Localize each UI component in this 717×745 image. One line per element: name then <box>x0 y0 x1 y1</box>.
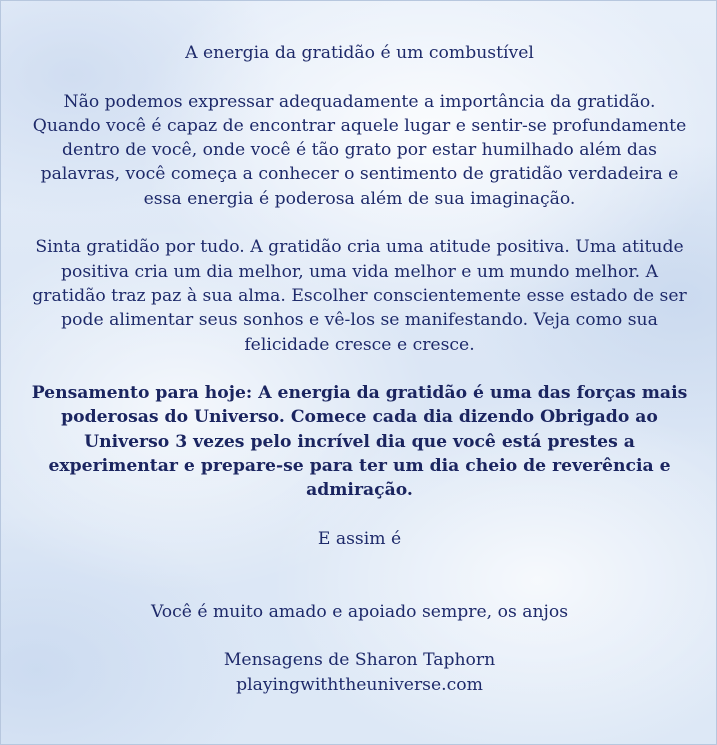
thought-for-today: Pensamento para hoje: A energia da gratidão é uma das forças mais poderosas do Universo. Comece cada dia dizendo Obrigado ao Universo 3 vezes pelo incrível dia que você está prestes a experimentar e prepare-se para ter um dia cheio de reverência e admiração. <box>31 383 688 501</box>
website-text: playingwiththeuniverse.com <box>236 674 483 695</box>
closing-line: E assim é <box>317 528 402 549</box>
signoff-line: Você é muito amado e apoiado sempre, os anjos <box>150 601 569 622</box>
message-body <box>31 41 688 697</box>
paragraph-gratitude-importance: Não podemos expressar adequadamente a importância da gratidão. Quando você é capaz de encontrar aquele lugar e sentir-se profundamente dentro de você, onde você é tão grato por estar humilhado além das palavras, você começa a conhecer o sentimento de gratidão verdadeira e essa energia é poderosa além de sua imaginação. <box>32 91 687 209</box>
paragraph-gratitude-attitude: Sinta gratidão por tudo. A gratidão cria uma atitude positiva. Uma atitude positiva cria um dia melhor, uma vida melhor e um mundo melhor. A gratidão traz paz à sua alma. Escolher conscientemente esse estado de ser pode alimentar seus sonhos e vê-los se manifestando. Veja como sua felicidade cresce e cresce. <box>32 237 687 355</box>
message-title: A energia da gratidão é um combustível <box>185 43 534 63</box>
author-credit: Mensagens de Sharon Taphorn <box>223 650 496 671</box>
